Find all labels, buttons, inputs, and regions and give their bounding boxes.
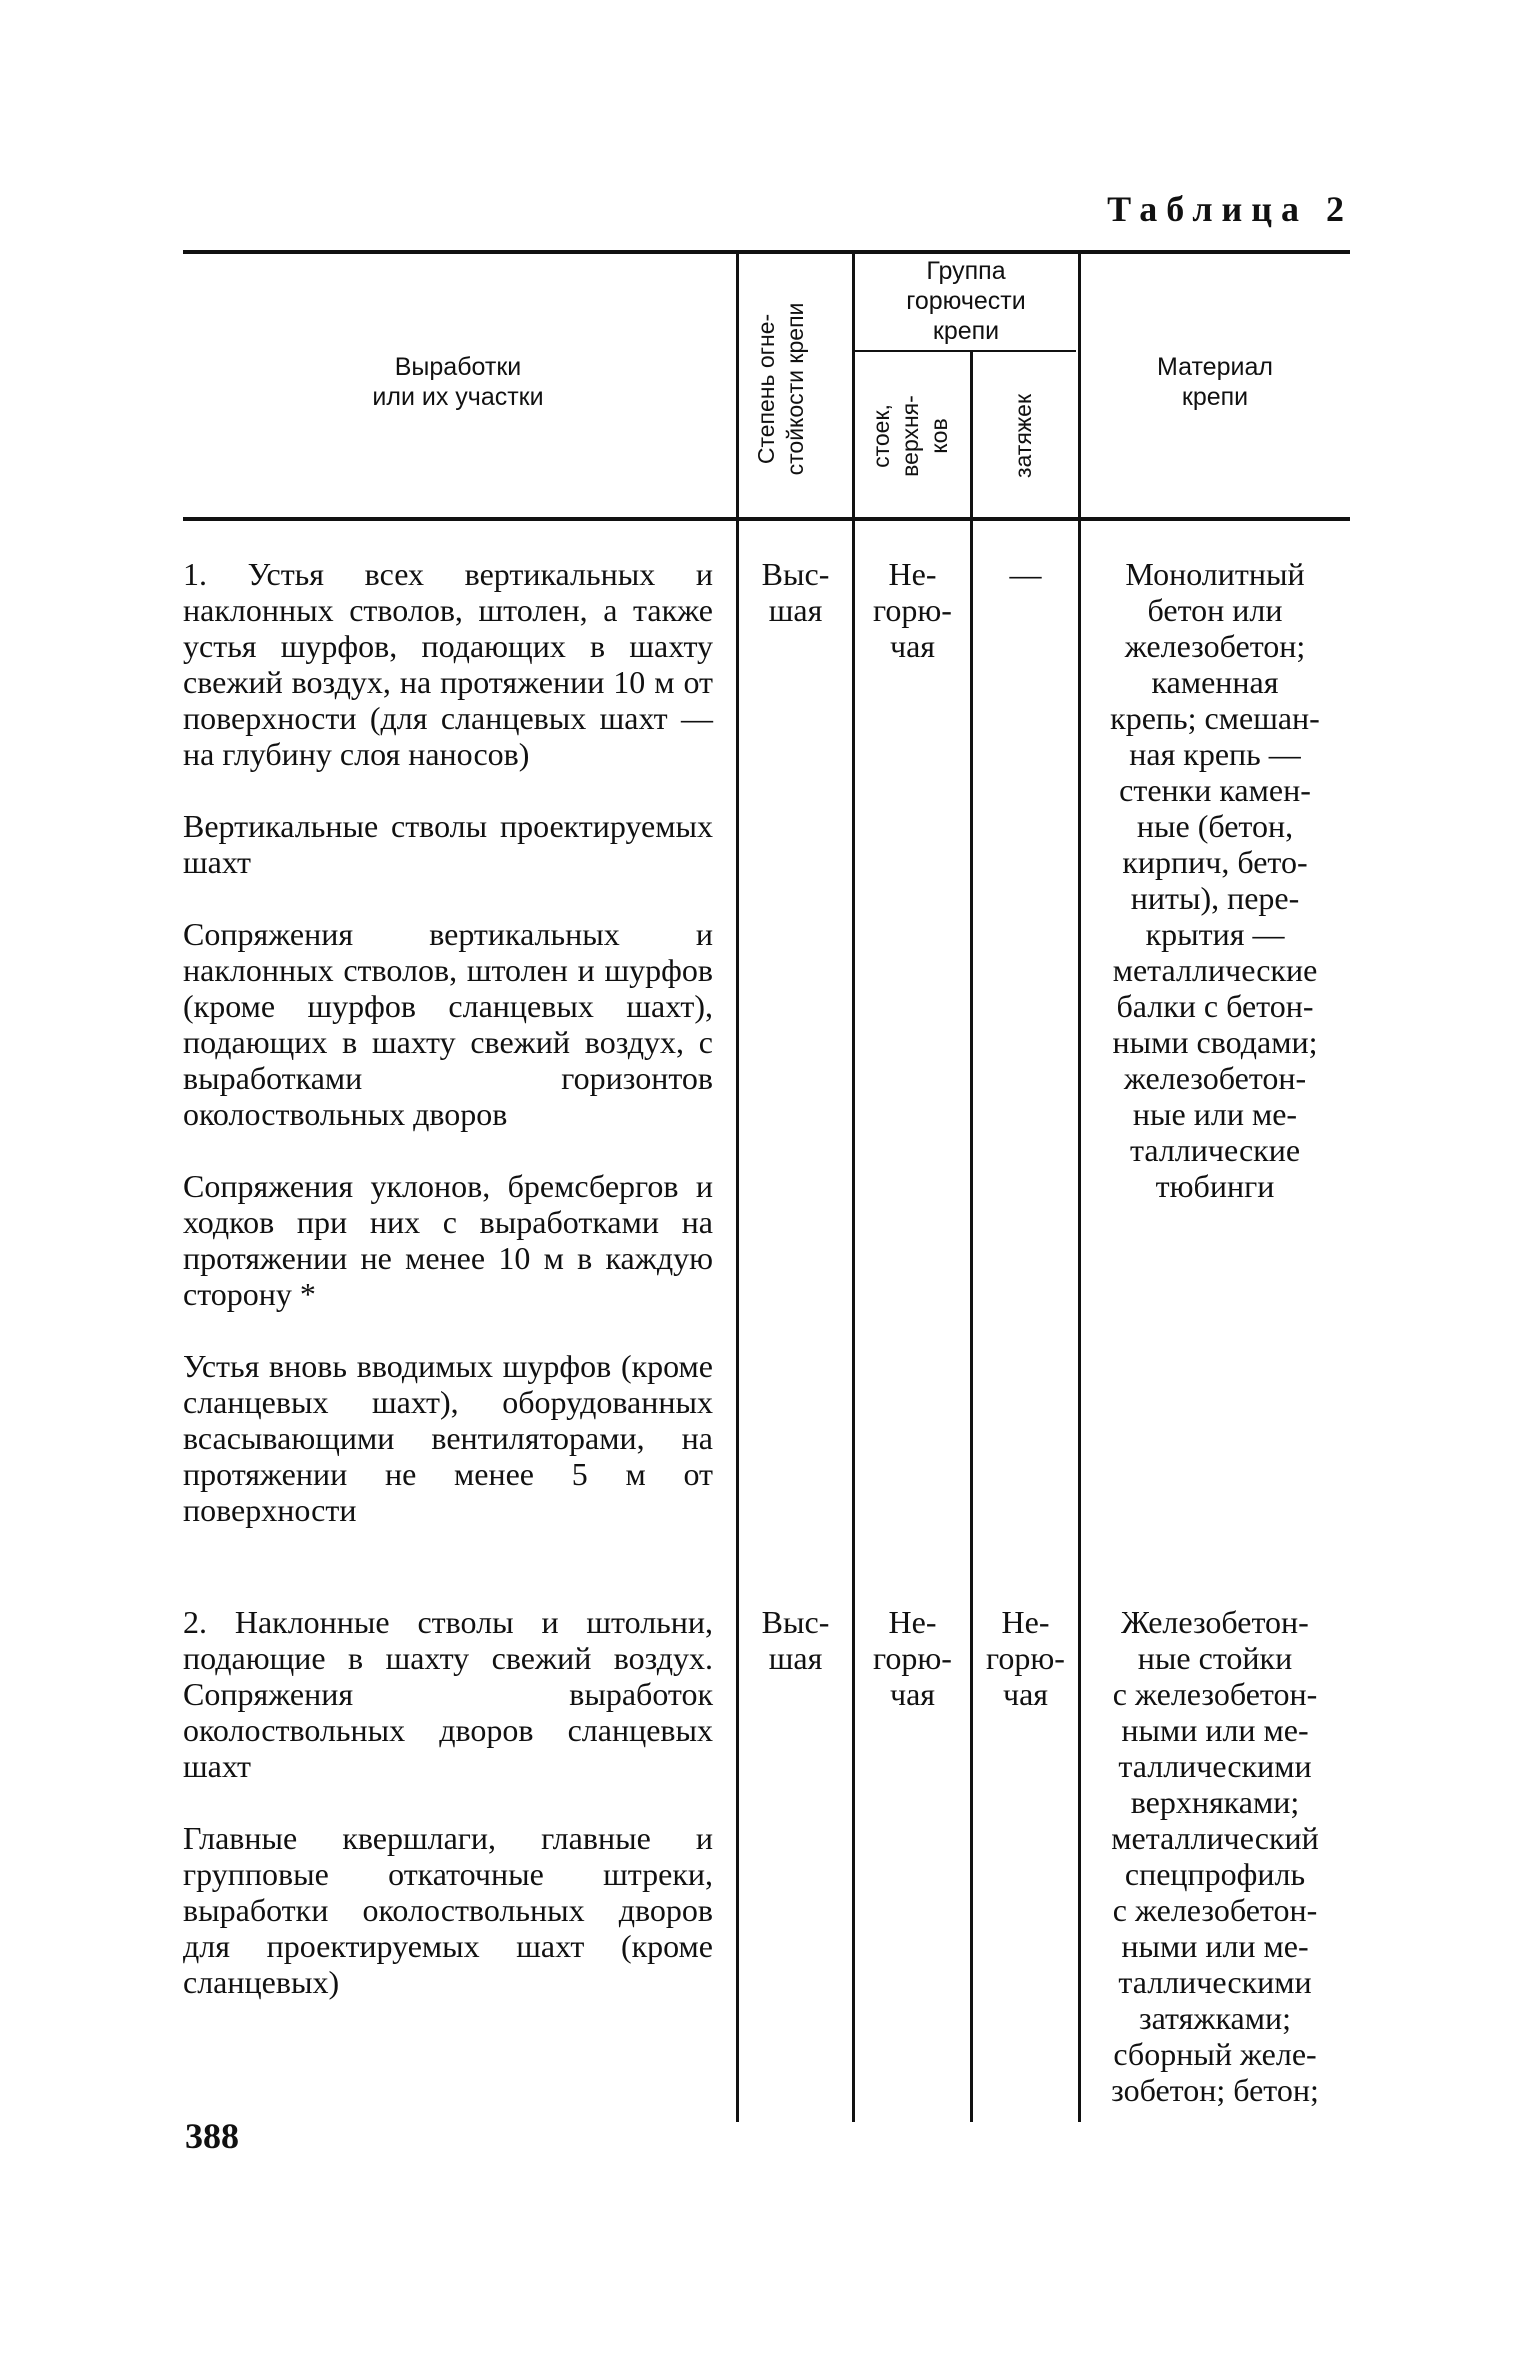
row-1-paragraph-3: Сопряжения вертикальных и наклонных стволов, штолен и шурфов (кроме шурфов сланцевых шахт), подающих в шахту свежий воздух, с выработками горизонтов околоствольных дворов (183, 916, 713, 1132)
row-2-posts: Не- горю- чая (873, 1604, 952, 1712)
row-2-fire-resistance: Выс- шая (761, 1604, 830, 1676)
row-1-paragraph-2: Вертикальные стволы проектируемых шахт (183, 808, 713, 880)
row-1-paragraph-1: 1. Устья всех вертикальных и наклонных стволов, штолен, а также устья шурфов, подающих в шахту свежий воздух, на протяжении 10 м от поверхности (для сланцевых шахт — на глубину слоя наносов) (183, 556, 713, 772)
row-1-posts: Не- горю- чая (873, 556, 952, 664)
row-1-lagging: — (1009, 556, 1042, 592)
row-2-paragraph-2: Главные квершлаги, главные и групповые откаточные штреки, выработки околоствольных дворов для проектируемых шахт (кроме сланцевых) (183, 1820, 713, 2000)
table-caption: Таблица 2 (1107, 189, 1353, 229)
row-1-paragraph-4: Сопряжения уклонов, бремсбергов и ходков при них с выработками на протяжении не менее 10 м в каждую сторону * (183, 1168, 713, 1312)
header-flammability-group: Группа горючести крепи (906, 257, 1026, 345)
row-1-fire-resistance: Выс- шая (761, 556, 830, 628)
group-subheader-rule (854, 350, 1076, 352)
header-lagging: затяжек (1010, 393, 1036, 479)
row-2-lagging: Не- горю- чая (986, 1604, 1065, 1712)
header-workings: Выработки или их участки (372, 353, 544, 411)
header-fire-resistance: Степень огне- стойкости крепи (753, 302, 808, 476)
table-top-rule (183, 250, 1350, 254)
row-2-paragraph-1: 2. Наклонные стволы и штольни, подающие в шахту свежий воздух. Сопряжения выработок околоствольных дворов сланцевых шахт (183, 1604, 713, 1784)
column-rule-2 (852, 252, 855, 2122)
row-1-workings (183, 556, 713, 1528)
row-2-material: Железобетон- ные стойки с железобетон- ными или ме- таллическими верхняками; металлический спецпрофиль с железобетон- ными или ме- таллическими затяжками; сборный желе- зобетон; бетон; (1111, 1604, 1319, 2108)
column-rule-3 (970, 350, 973, 2122)
header-material: Материал крепи (1157, 353, 1273, 411)
row-2-workings (183, 1604, 713, 2000)
header-posts: стоек, верхня- ков (868, 395, 952, 477)
row-1-paragraph-5: Устья вновь вводимых шурфов (кроме сланцевых шахт), оборудованных всасывающими вентиляторами, на протяжении не менее 5 м от поверхности (183, 1348, 713, 1528)
page-number: 388 (185, 2116, 239, 2156)
column-rule-1 (736, 252, 739, 2122)
row-1-material: Монолитный бетон или железобетон; каменная крепь; смешан- ная крепь — стенки камен- ные (бетон, кирпич, бето- ниты), пере- крытия — металлические балки с бетон- ными сводами; железобетон- ные или ме- таллические тюбинги (1110, 556, 1320, 1204)
